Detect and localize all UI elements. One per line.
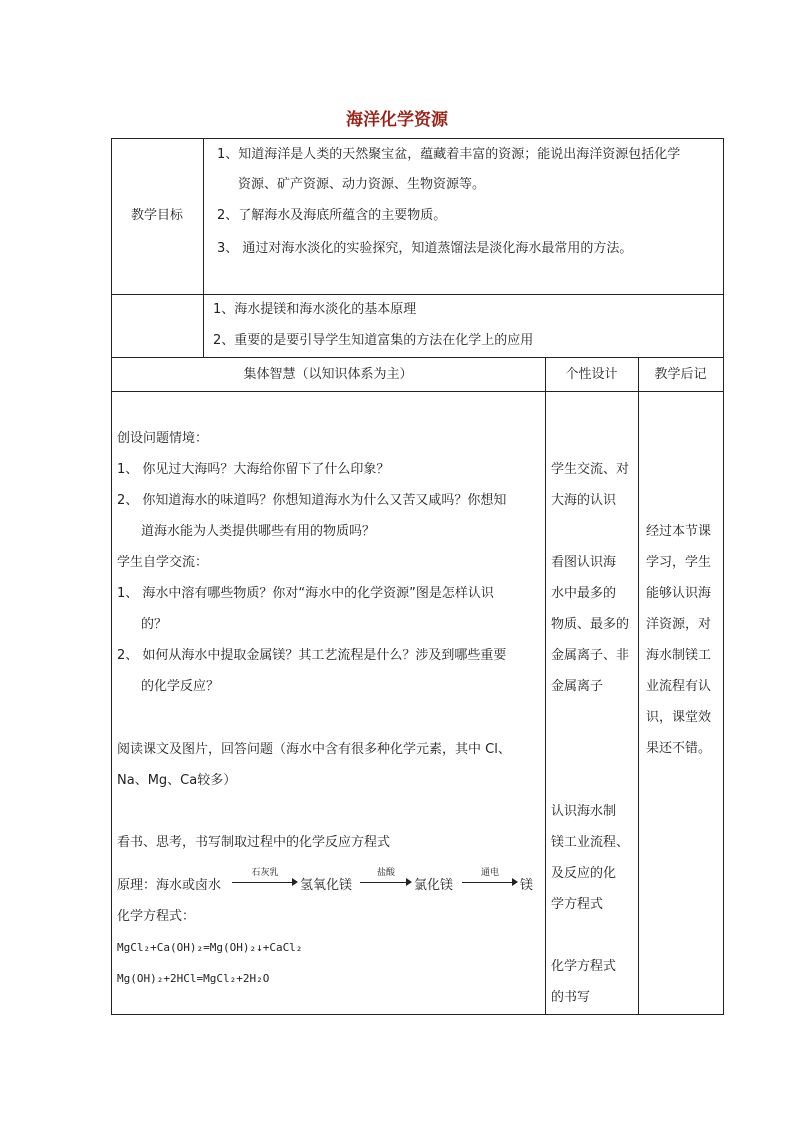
reflection-note: 果还不错。 — [646, 741, 712, 756]
design-note: 认识海水制 — [551, 804, 617, 819]
design-note: 大海的认识 — [551, 493, 617, 508]
reflection-note: 能够认识海 — [646, 586, 712, 601]
principle-label: 原理：海水或卤水 — [117, 878, 222, 893]
arrow-reagent: 盐酸 — [376, 868, 395, 878]
arrow-reagent: 通电 — [480, 868, 499, 878]
reflection-note: 洋资源，对 — [646, 617, 712, 632]
reflection-note: 经过本节课 — [646, 524, 712, 539]
row-divider — [111, 391, 724, 392]
reading-line: Na、Mg、Ca较多） — [117, 773, 237, 788]
design-note: 及反应的化 — [551, 866, 617, 881]
arrow-right-icon — [360, 870, 412, 890]
arrow-reagent: 石灰乳 — [251, 868, 279, 878]
equation-line: Mg(OH)₂+2HCl=MgCl₂+2H₂O — [117, 972, 270, 985]
question-line: 2、 如何从海水中提取金属镁？其工艺流程是什么？涉及到哪些重要 — [117, 648, 507, 663]
self-study-heading: 学生自学交流： — [117, 555, 209, 570]
reflection-note: 海水制镁工 — [646, 648, 712, 663]
design-note: 物质、最多的 — [551, 617, 630, 632]
question-line: 的化学反应？ — [141, 679, 220, 694]
design-note: 镁工业流程、 — [551, 835, 630, 850]
design-note: 化学方程式 — [551, 959, 617, 974]
question-line: 1、 你见过大海吗？大海给你留下了什么印象？ — [117, 462, 390, 477]
intro-heading: 创设问题情境： — [117, 431, 209, 446]
design-note: 金属离子 — [551, 679, 604, 694]
equation-heading: 化学方程式： — [117, 909, 196, 924]
design-note: 的书写 — [551, 990, 591, 1005]
header-reflection: 教学后记 — [654, 367, 707, 382]
equation-line: MgCl₂+Ca(OH)₂=Mg(OH)₂↓+CaCl₂ — [117, 941, 303, 954]
page-title: 海洋化学资源 — [346, 110, 448, 130]
design-note: 水中最多的 — [551, 586, 617, 601]
design-note: 学方程式 — [551, 897, 604, 912]
header-collective: 集体智慧（以知识体系为主） — [243, 367, 413, 382]
question-line: 的？ — [141, 617, 168, 632]
flow-product: 镁 — [520, 878, 534, 893]
col-divider — [203, 138, 204, 358]
question-line: 道海水能为人类提供哪些有用的物质吗？ — [141, 524, 376, 539]
table-border-bottom — [111, 1014, 724, 1015]
reflection-note: 识，课堂效 — [646, 710, 712, 725]
goal-line: 资源、矿产资源、动力资源、生物资源等。 — [238, 177, 486, 192]
design-note: 学生交流、对 — [551, 462, 630, 477]
goal-line: 2、了解海水及海底所蕴含的主要物质。 — [217, 208, 447, 223]
header-design: 个性设计 — [565, 367, 618, 382]
col-divider — [638, 357, 639, 1015]
flow-product: 氢氧化镁 — [300, 878, 353, 893]
question-line: 2、 你知道海水的味道吗？你想知道海水为什么又苦又咸吗？你想知 — [117, 493, 507, 508]
goals-label: 教学目标 — [130, 208, 183, 223]
design-note: 金属离子、非 — [551, 648, 630, 663]
flow-product: 氯化镁 — [414, 878, 454, 893]
goal-line: 3、 通过对海水淡化的实验探究，知道蒸馏法是淡化海水最常用的方法。 — [217, 241, 633, 256]
reading-line: 阅读课文及图片，回答问题（海水中含有很多种化学元素，其中 Cl、 — [117, 742, 511, 757]
writing-task: 看书、思考，书写制取过程中的化学反应方程式 — [117, 835, 391, 850]
col-divider — [545, 357, 546, 1015]
question-line: 1、 海水中溶有哪些物质？你对“海水中的化学资源”图是怎样认识 — [117, 586, 494, 601]
design-note: 看图认识海 — [551, 555, 617, 570]
reflection-note: 业流程有认 — [646, 679, 712, 694]
reflection-note: 学习，学生 — [646, 555, 712, 570]
table-border-right — [723, 138, 724, 1015]
arrow-right-icon — [462, 870, 518, 890]
keypoint-line: 2、重要的是要引导学生知道富集的方法在化学上的应用 — [213, 333, 534, 348]
keypoint-line: 1、海水提镁和海水淡化的基本原理 — [213, 302, 417, 317]
goal-line: 1、知道海洋是人类的天然聚宝盆，蕴藏着丰富的资源；能说出海洋资源包括化学 — [217, 147, 681, 162]
table-border-left — [111, 138, 112, 1015]
arrow-right-icon — [232, 870, 298, 890]
